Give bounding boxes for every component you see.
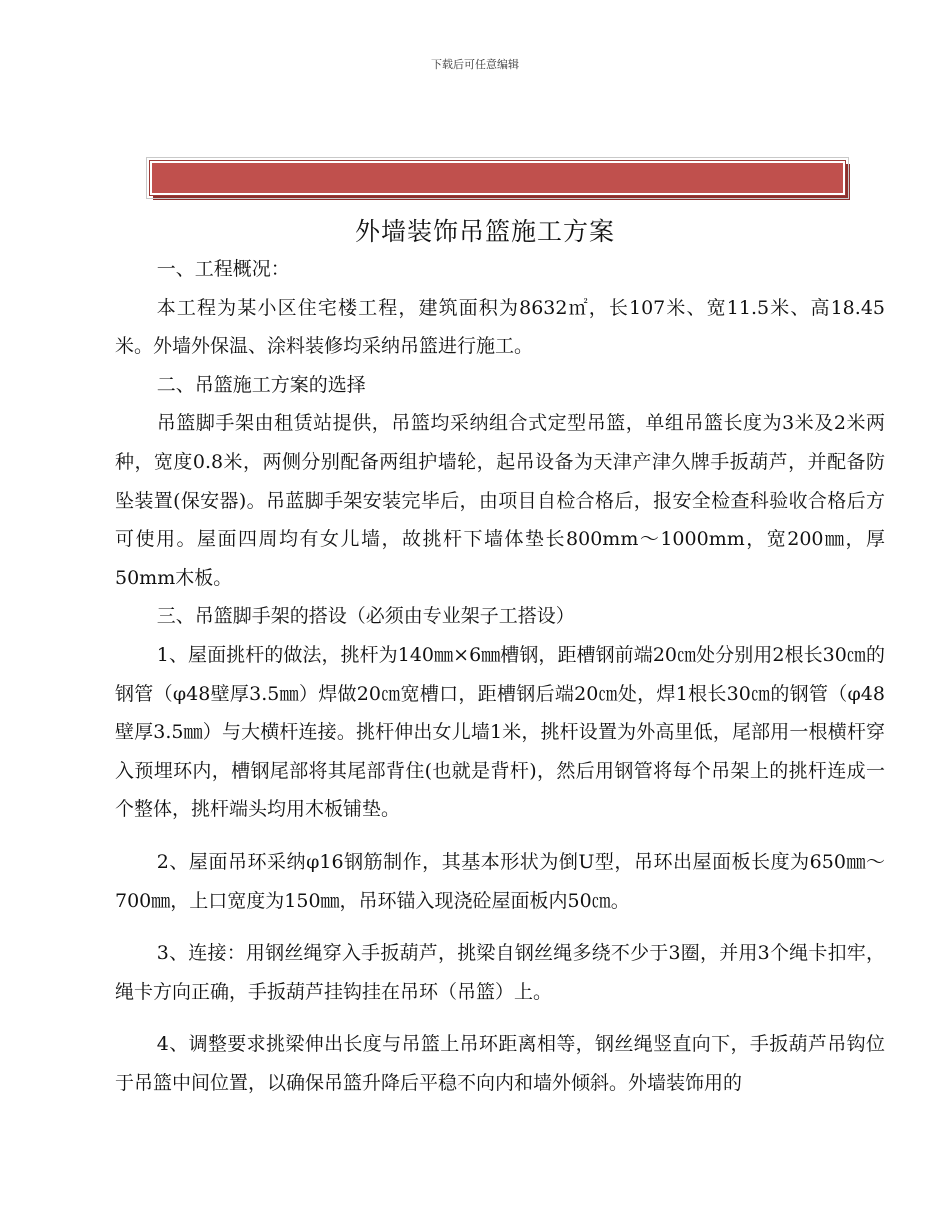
section-heading-erection: 三、吊篮脚手架的搭设（必须由专业架子工搭设） xyxy=(156,605,575,628)
paragraph-item-3: 3、连接：用钢丝绳穿入手扳葫芦，挑梁自钢丝绳多绕不少于3圈，并用3个绳卡扣牢，绳卡方向正确，手扳葫芦挂钩挂在吊环（吊篮）上。 xyxy=(115,942,885,1003)
paragraph-overview: 本工程为某小区住宅楼工程，建筑面积为8632㎡，长107米、宽11.5米、高18.45米。外墙外保温、涂料装修均采纳吊篮进行施工。 xyxy=(115,296,885,358)
section-heading-overview: 一、工程概况： xyxy=(156,258,290,280)
paragraph-item-4: 4、调整要求挑梁伸出长度与吊篮上吊环距离相等，钢丝绳竖直向下，手扳葫芦吊钩位于吊篮中间位置，以确保吊篮升降后平稳不向内和墙外倾斜。外墙装饰用的 xyxy=(115,1033,885,1094)
paragraph-selection: 吊篮脚手架由租赁站提供，吊篮均采纳组合式定型吊篮，单组吊篮长度为3米及2米两种，宽度0.8米，两侧分别配备两组护墙轮，起吊设备为天津产津久牌手扳葫芦，并配备防坠装置(保安器)。吊蓝脚手架安装完毕后，由项目自检合格后，报安全检查科验收合格后方可使用。屋面四周均有女儿墙，故挑杆下墙体垫长800mm～1000mm，宽200㎜，厚50mm木板。 xyxy=(115,412,885,589)
document-body xyxy=(115,250,885,1102)
paragraph-item-1: 1、屋面挑杆的做法，挑杆为140㎜×6㎜槽钢，距槽钢前端20㎝处分别用2根长30㎝的钢管（φ48壁厚3.5㎜）焊做20㎝宽槽口，距槽钢后端20㎝处，焊1根长30㎝的钢管（φ48壁厚3.5㎜）与大横杆连接。挑杆伸出女儿墙1米，挑杆设置为外高里低，尾部用一根横杆穿入预埋环内，槽钢尾部将其尾部背住(也就是背杆)，然后用钢管将每个吊架上的挑杆连成一个整体，挑杆端头均用木板铺垫。 xyxy=(115,643,885,821)
document-title: 外墙装饰吊篮施工方案 xyxy=(354,217,615,246)
title-banner xyxy=(149,160,846,196)
section-heading-selection: 二、吊篮施工方案的选择 xyxy=(156,373,366,396)
page-header-note: 下载后可任意编辑 xyxy=(431,58,519,71)
paragraph-item-2: 2、屋面吊环采纳φ16钢筋制作，其基本形状为倒U型，吊环出屋面板长度为650㎜～700㎜，上口宽度为150㎜，吊环锚入现浇砼屋面板内50㎝。 xyxy=(115,850,885,912)
